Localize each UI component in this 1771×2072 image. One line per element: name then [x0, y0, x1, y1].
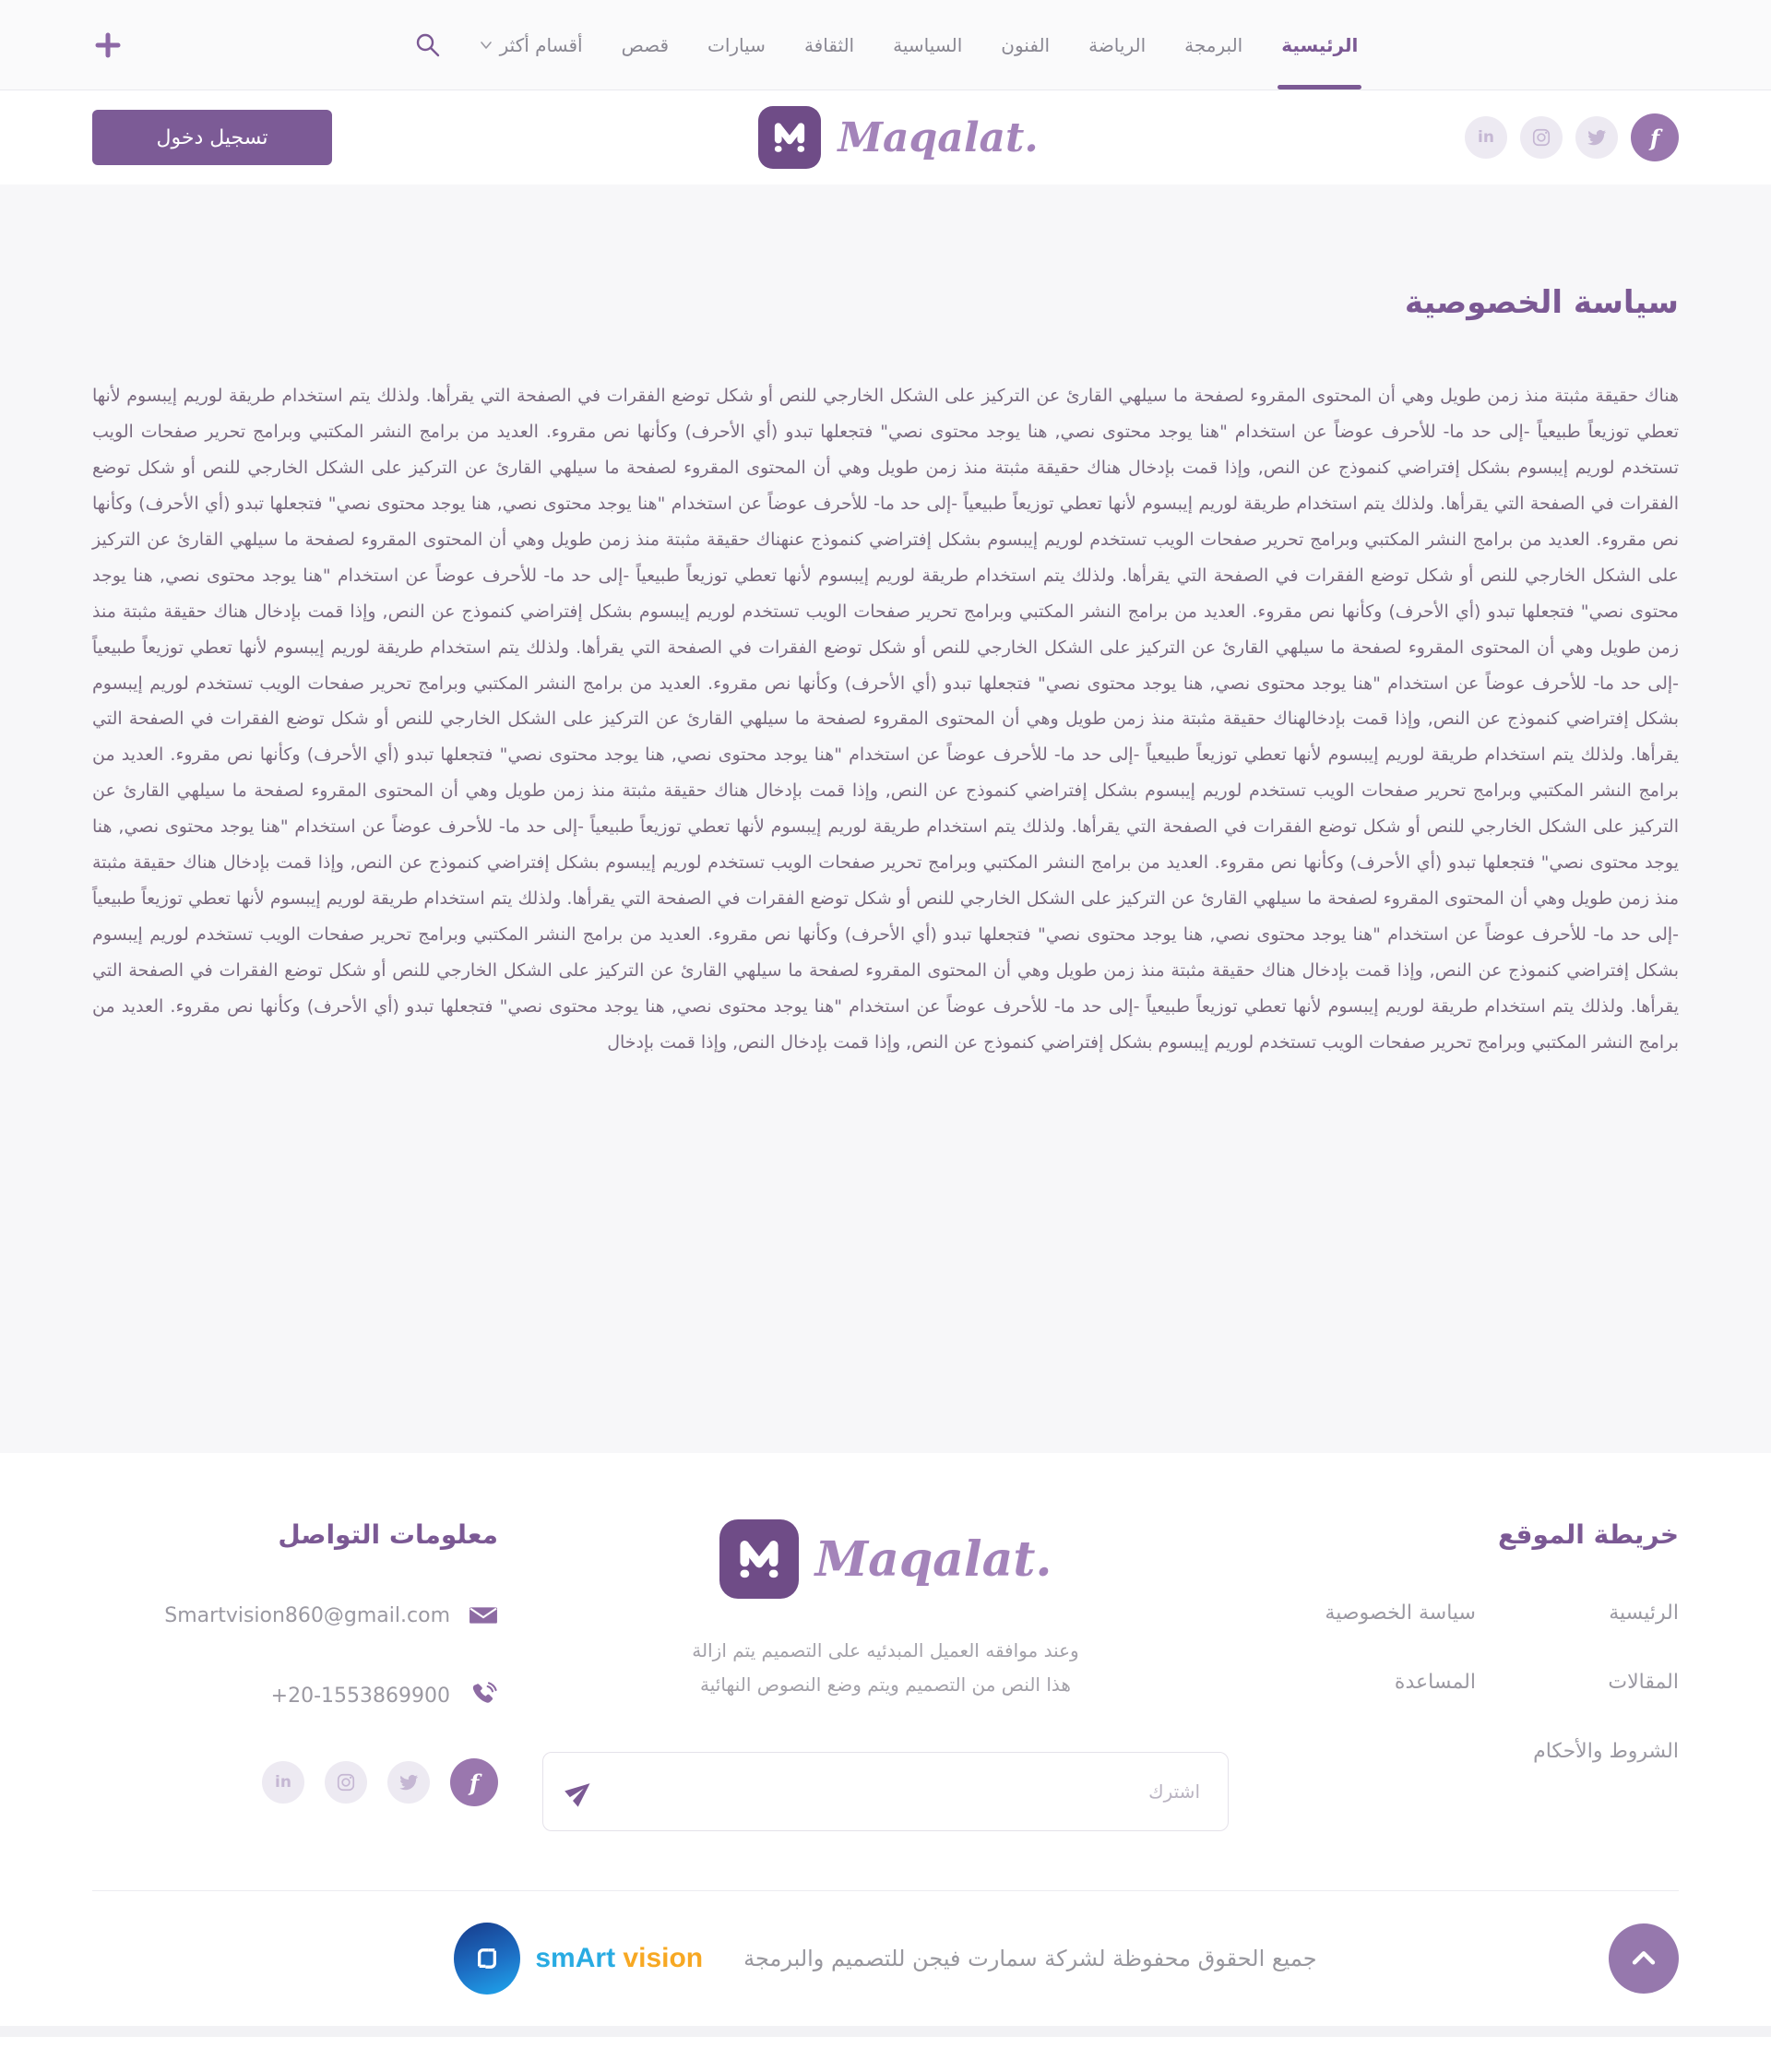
smart-vision-brand — [454, 1923, 703, 1995]
contact-email-row[interactable] — [92, 1601, 498, 1630]
linkedin-icon: in — [1478, 128, 1494, 147]
linkedin-icon: in — [275, 1773, 291, 1792]
footer-logo-wordmark: Maqalat. — [814, 1530, 1052, 1588]
main-content — [0, 185, 1771, 1453]
scroll-to-top-button[interactable] — [1609, 1923, 1679, 1994]
logo-m-icon — [758, 106, 821, 169]
chevron-down-icon — [480, 39, 493, 52]
newsletter-subscribe — [542, 1752, 1229, 1831]
add-button[interactable] — [95, 0, 121, 89]
site-logo — [758, 106, 1038, 169]
footer-logo — [542, 1519, 1229, 1599]
smart-vision-logo-icon — [454, 1923, 520, 1995]
sitemap-title: خريطة الموقع — [1497, 1519, 1679, 1550]
sitemap-link-privacy[interactable]: سياسة الخصوصية — [1325, 1602, 1476, 1625]
sitemap-link-terms[interactable]: الشروط والأحكام — [1533, 1740, 1679, 1763]
nav-item-politics[interactable]: السياسية — [893, 33, 963, 56]
contact-title: معلومات التواصل — [278, 1519, 498, 1550]
footer-about — [542, 1519, 1229, 1831]
nav-item-home[interactable]: الرئيسية — [1281, 0, 1358, 89]
footer-contact — [92, 1519, 498, 1831]
envelope-icon — [469, 1601, 498, 1630]
instagram-link[interactable] — [325, 1761, 367, 1804]
facebook-link[interactable] — [1631, 113, 1679, 161]
contact-phone: +20-1553869900 — [270, 1684, 450, 1708]
instagram-icon — [1531, 127, 1551, 148]
contact-phone-row[interactable] — [92, 1681, 498, 1710]
nav-item-sports[interactable]: الرياضة — [1088, 33, 1147, 56]
search-button[interactable] — [413, 0, 441, 89]
nav-item-stories[interactable]: قصص — [621, 33, 669, 56]
sitemap-link-home[interactable]: الرئيسية — [1609, 1602, 1679, 1625]
chevron-up-icon — [1628, 1943, 1659, 1974]
sitemap-links — [1273, 1602, 1679, 1763]
facebook-icon: f — [1649, 124, 1660, 151]
twitter-link[interactable] — [1575, 116, 1618, 159]
instagram-icon — [336, 1772, 356, 1792]
send-icon — [566, 1778, 594, 1805]
page-bottom-strip — [0, 2026, 1771, 2037]
contact-email: Smartvision860@gmail.com — [164, 1603, 450, 1627]
linkedin-link[interactable] — [262, 1761, 304, 1804]
instagram-link[interactable] — [1520, 116, 1563, 159]
phone-icon — [469, 1681, 498, 1710]
nav-item-programming[interactable]: البرمجة — [1184, 33, 1243, 56]
site-header — [0, 90, 1771, 185]
facebook-link[interactable] — [450, 1758, 498, 1806]
twitter-icon — [1587, 127, 1607, 148]
top-navbar — [0, 0, 1771, 90]
twitter-link[interactable] — [387, 1761, 430, 1804]
copyright-text: جميع الحقوق محفوظة لشركة سمارت فيجن للتصميم والبرمجة — [743, 1946, 1317, 1971]
footer-logo-m-icon — [719, 1519, 799, 1599]
footer-sitemap — [1273, 1519, 1679, 1831]
page-title: سياسة الخصوصية — [1404, 284, 1679, 321]
linkedin-link[interactable] — [1465, 116, 1507, 159]
subscribe-send-button[interactable] — [566, 1778, 594, 1805]
footer-social-links — [92, 1758, 498, 1806]
nav-menu — [0, 0, 1771, 89]
logo-wordmark: Maqalat. — [838, 113, 1039, 161]
smart-vision-wordmark: smArt vision — [535, 1943, 704, 1973]
nav-item-cars[interactable]: سيارات — [707, 33, 766, 56]
sitemap-link-help[interactable]: المساعدة — [1394, 1671, 1476, 1694]
subscribe-input[interactable] — [542, 1752, 1229, 1831]
plus-icon — [95, 32, 121, 58]
nav-item-culture[interactable]: الثقافة — [803, 33, 855, 56]
search-icon — [413, 31, 441, 59]
nav-item-arts[interactable]: الفنون — [1001, 33, 1051, 56]
sitemap-link-articles[interactable]: المقالات — [1608, 1671, 1679, 1694]
header-social-links — [1465, 113, 1679, 161]
site-footer — [0, 1453, 1771, 1831]
bottom-bar — [0, 1891, 1771, 2026]
twitter-icon — [398, 1772, 419, 1792]
facebook-icon: f — [469, 1768, 480, 1796]
nav-item-more-categories[interactable]: أقسام أكثر — [480, 0, 583, 89]
privacy-policy-text: هناك حقيقة مثبتة منذ زمن طويل وهي أن المحتوى المقروء لصفحة ما سيلهي القارئ عن التركيز على الشكل الخارجي للنص أو شكل توضع الفقرات في الصفحة التي يقرأها. ولذلك يتم استخدام طريقة لوريم إيبسوم لأنها تعطي توزيعاً طبيعياً -إلى حد ما- للأحرف عوضاً عن استخدام "هنا يوجد محتوى نصي, هنا يوجد محتوى نصي" فتجعلها تبدو (أي الأحرف) وكأنها نص مقروء. العديد من برامج النشر المكتبي وبرامج تحرير صفحات الويب تستخدم لوريم إيبسوم بشكل إفتراضي كنموذج عن النص, وإذا قمت بإدخال هناك حقيقة مثبتة منذ زمن طويل وهي أن المحتوى المقروء لصفحة ما سيلهي القارئ عن التركيز على الشكل الخارجي للنص أو شكل توضع الفقرات في الصفحة التي يقرأها. ولذلك يتم استخدام طريقة لوريم إيبسوم لأنها تعطي توزيعاً طبيعياً -إلى حد ما- للأحرف عوضاً عن استخدام "هنا يوجد محتوى نصي, هنا يوجد محتوى نصي" فتجعلها تبدو (أي الأحرف) وكأنها نص مقروء. العديد من برامج النشر المكتبي وبرامج تحرير صفحات الويب تستخدم لوريم إيبسوم بشكل إفتراضي كنموذج عنهناك حقيقة مثبتة منذ زمن طويل وهي أن المحتوى المقروء لصفحة ما سيلهي القارئ عن التركيز على الشكل الخارجي للنص أو شكل توضع الفقرات في الصفحة التي يقرأها. ولذلك يتم استخدام طريقة لوريم إيبسوم لأنها تعطي توزيعاً طبيعياً -إلى حد ما- للأحرف عوضاً عن استخدام "هنا يوجد محتوى نصي, هنا يوجد محتوى نصي" فتجعلها تبدو (أي الأحرف) وكأنها نص مقروء. العديد من برامج النشر المكتبي وبرامج تحرير صفحات الويب تستخدم لوريم إيبسوم بشكل إفتراضي كنموذج عن النص, وإذا قمت بإدخال هناك حقيقة مثبتة منذ زمن طويل وهي أن المحتوى المقروء لصفحة ما سيلهي القارئ عن التركيز على الشكل الخارجي للنص أو شكل توضع الفقرات في الصفحة التي يقرأها. ولذلك يتم استخدام طريقة لوريم إيبسوم لأنها تعطي توزيعاً طبيعياً -إلى حد ما- للأحرف عوضاً عن استخدام "هنا يوجد محتوى نصي, هنا يوجد محتوى نصي" فتجعلها تبدو (أي الأحرف) وكأنها نص مقروء. العديد من برامج النشر المكتبي وبرامج تحرير صفحات الويب تستخدم لوريم إيبسوم بشكل إفتراضي كنموذج عن النص, وإذا قمت بإدخالهناك حقيقة مثبتة منذ زمن طويل وهي أن المحتوى المقروء لصفحة ما سيلهي القارئ عن التركيز على الشكل الخارجي للنص أو شكل توضع الفقرات في الصفحة التي يقرأها. ولذلك يتم استخدام طريقة لوريم إيبسوم لأنها تعطي توزيعاً طبيعياً -إلى حد ما- للأحرف عوضاً عن استخدام "هنا يوجد محتوى نصي, هنا يوجد محتوى نصي" فتجعلها تبدو (أي الأحرف) وكأنها نص مقروء. العديد من برامج النشر المكتبي وبرامج تحرير صفحات الويب تستخدم لوريم إيبسوم بشكل إفتراضي كنموذج عن النص, وإذا قمت بإدخال هناك حقيقة مثبتة منذ زمن طويل وهي أن المحتوى المقروء لصفحة ما سيلهي القارئ عن التركيز على الشكل الخارجي للنص أو شكل توضع الفقرات في الصفحة التي يقرأها. ولذلك يتم استخدام طريقة لوريم إيبسوم لأنها تعطي توزيعاً طبيعياً -إلى حد ما- للأحرف عوضاً عن استخدام "هنا يوجد محتوى نصي, هنا يوجد محتوى نصي" فتجعلها تبدو (أي الأحرف) وكأنها نص مقروء. العديد من برامج النشر المكتبي وبرامج تحرير صفحات الويب تستخدم لوريم إيبسوم بشكل إفتراضي كنموذج عن النص, وإذا قمت بإدخال هناك حقيقة مثبتة منذ زمن طويل وهي أن المحتوى المقروء لصفحة ما سيلهي القارئ عن التركيز على الشكل الخارجي للنص أو شكل توضع الفقرات في الصفحة التي يقرأها. ولذلك يتم استخدام طريقة لوريم إيبسوم لأنها تعطي توزيعاً طبيعياً -إلى حد ما- للأحرف عوضاً عن استخدام "هنا يوجد محتوى نصي, هنا يوجد محتوى نصي" فتجعلها تبدو (أي الأحرف) وكأنها نص مقروء. العديد من برامج النشر المكتبي وبرامج تحرير صفحات الويب تستخدم لوريم إيبسوم بشكل إفتراضي كنموذج عن النص, وإذا قمت بإدخال هناك حقيقة مثبتة منذ زمن طويل وهي أن المحتوى المقروء لصفحة ما سيلهي القارئ عن التركيز على الشكل الخارجي للنص أو شكل توضع الفقرات في الصفحة التي يقرأها. ولذلك يتم استخدام طريقة لوريم إيبسوم لأنها تعطي توزيعاً طبيعياً -إلى حد ما- للأحرف عوضاً عن استخدام "هنا يوجد محتوى نصي, هنا يوجد محتوى نصي" فتجعلها تبدو (أي الأحرف) وكأنها نص مقروء. العديد من برامج النشر المكتبي وبرامج تحرير صفحات الويب تستخدم لوريم إيبسوم بشكل إفتراضي كنموذج عن النص, وإذا قمت بإدخال النص, وإذا قمت بإدخال — [92, 386, 1679, 1053]
footer-description: وعند موافقه العميل المبدئيه على التصميم يتم ازالة هذا النص من التصميم ويتم وضع النصوص النهائية — [692, 1639, 1079, 1696]
login-button[interactable]: تسجيل دخول — [92, 110, 332, 165]
